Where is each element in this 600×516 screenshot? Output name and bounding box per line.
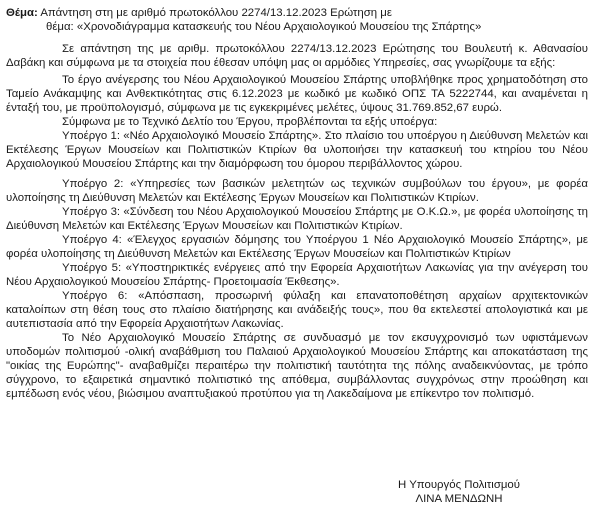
subject-label: Θέμα:: [6, 7, 38, 19]
subject-block: [6, 6, 588, 34]
subproject-6: Υποέργο 6: «Απόσπαση, προσωρινή φύλαξη και επανατοποθέτηση αρχαίων αρχιτεκτονικών καταλοίπων στη θέση τους στο πλαίσιο διατήρησης και ανάδειξής τους», που θα εκτελεστεί απολογιστικά και με αυτεπιστασία από την Εφορεία Αρχαιοτήτων Λακωνίας.: [6, 290, 588, 330]
document-body: [6, 6, 588, 401]
signatory-title: Η Υπουργός Πολιτισμού: [398, 479, 520, 491]
project-paragraph: Το έργο ανέγερσης του Νέου Αρχαιολογικού Μουσείου Σπάρτης υποβλήθηκε προς χρηματοδότηση στο Ταμείο Ανάκαμψης και Ανθεκτικότητας στις 6.12.2023 με κωδικό με κωδικό ΟΠΣ ΤΑ 5222744, και αναμένεται η ένταξή του, με προϋπολογισμό, σύμφωνα με τις εγκεκριμένες μελέτες, ύψους 31.769.852,67 ευρώ.: [6, 74, 588, 114]
signature-block: [384, 478, 534, 506]
subproject-3: Υποέργο 3: «Σύνδεση του Νέου Αρχαιολογικού Μουσείου Σπάρτης με Ο.Κ.Ω.», με φορέα υλοποίησης τη Διεύθυνση Μελετών και Εκτέλεσης Έργων Μουσείων και Πολιτιστικών Κτιρίων.: [6, 206, 588, 232]
closing-paragraph: Το Νέο Αρχαιολογικό Μουσείο Σπάρτης σε συνδυασμό με τον εκσυγχρονισμό των υφιστάμενων υποδομών πολιτισμού -ολική αναβάθμιση του Παλαιού Αρχαιολογικού Μουσείου Σπάρτης και αποκατάσταση της "οικίας της Ευρώπης"- αναβαθμίζει περαιτέρω την πολιτιστική ταυτότητα της πόλης αναδεικνύοντας, με τρόπο σύγχρονο, το εξαιρετικά σημαντικό πολιτιστικό της απόθεμα, συμβάλλοντας συγχρόνως στην προώθηση και εμπέδωση ενός νέου, βιώσιμου αναπτυξιακού προτύπου για τη Λακεδαίμονα με επίκεντρο τον πολιτισμό.: [6, 332, 588, 400]
technical-paragraph: Σύμφωνα με το Τεχνικό Δελτίο του Έργου, προβλέπονται τα εξής υποέργα:: [62, 116, 438, 128]
intro-paragraph: Σε απάντηση της με αριθμ. πρωτοκόλλου 2274/13.12.2023 Ερώτησης του Βουλευτή κ. Αθανασίου Δαβάκη και σύμφωνα με τα στοιχεία που έθεσαν υπόψη μας οι αρμόδιες Υπηρεσίες, σας γνωρίζουμε τα εξής:: [6, 43, 588, 69]
subject-line-1: Απάντηση στη με αριθμό πρωτοκόλλου 2274/13.12.2023 Ερώτηση με: [40, 7, 392, 19]
subproject-5: Υποέργο 5: «Υποστηρικτικές ενέργειες από την Εφορεία Αρχαιοτήτων Λακωνίας για την ανέγερση του Νέου Αρχαιολογικού Μουσείου Σπάρτης- Προετοιμασία Έκθεσης».: [6, 262, 588, 288]
subproject-4: Υποέργο 4: «Έλεγχος εργασιών δόμησης του Υποέργου 1 Νέο Αρχαιολογικό Μουσείο Σπάρτης», με φορέα υλοποίησης τη Διεύθυνση Μελετών και Εκτέλεσης Έργων Μουσείων και Πολιτιστικών Κτιρίων: [6, 234, 588, 260]
subproject-2: Υποέργο 2: «Υπηρεσίες των βασικών μελετητών ως τεχνικών συμβούλων του έργου», με φορέα υλοποίησης τη Διεύθυνση Μελετών και Εκτέλεσης Έργων Μουσείων και Πολιτιστικών Κτιρίων.: [6, 178, 588, 204]
subject-line-2: θέμα: «Χρονοδιάγραμμα κατασκευής του Νέου Αρχαιολογικού Μουσείου της Σπάρτης»: [46, 21, 482, 33]
signatory-name: ΛΙΝΑ ΜΕΝΔΩΝΗ: [415, 493, 503, 505]
subproject-1: Υποέργο 1: «Νέο Αρχαιολογικό Μουσείο Σπάρτης». Στο πλαίσιο του υποέργου η Διεύθυνση Μελετών και Εκτέλεσης Έργων Μουσείων και Πολιτιστικών Κτιρίων θα υλοποιήσει την κατασκευή του κτηρίου του Νέου Αρχαιολογικού Μουσείου Σπάρτης και την διαμόρφωση του όμορου περιβάλλοντος χώρου.: [6, 130, 588, 170]
